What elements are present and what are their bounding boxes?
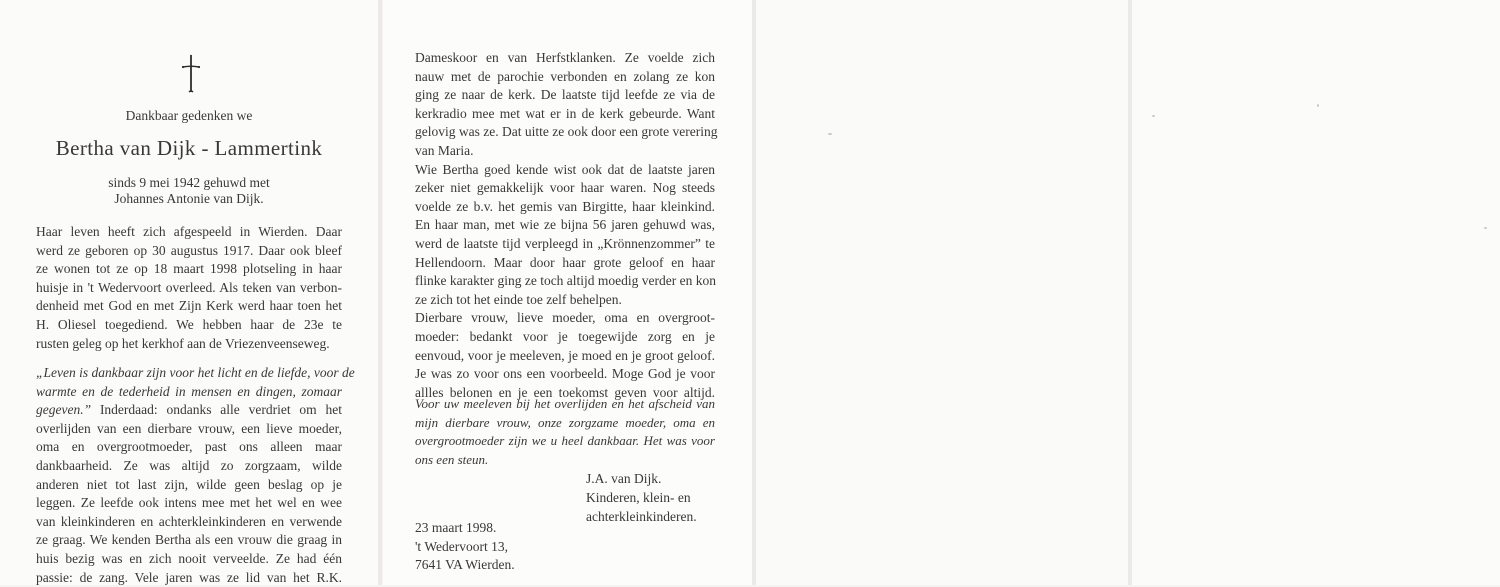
paper-speck [1152,115,1155,117]
thanks-line: Voor uw meeleven bij het overlijden en het afscheid van [415,396,715,411]
text-line: ze zich tot het einde toe zelf behelpen. [415,291,622,307]
text-line: van kleinkinderen en achterkleinkinderen en verwende [36,513,342,529]
text-line: Dierbare vrouw, lieve moeder, oma en overgroot- [415,310,715,326]
quote-end: gegeven.” [36,402,92,418]
text-line: overlijden van een dierbare vrouw, een lieve moeder, [36,420,342,436]
text-line: voelde ze b.v. het gemis van Birgitte, haar kleinkind. [415,198,715,214]
text-line: van Maria. [415,142,474,158]
thanks-line: overgrootmoeder zijn we u heel dankbaar. Het was voor [415,433,715,449]
text-line: ging ze naar de kerk. De laatste tijd leefde ze via de [415,87,715,103]
text-after-quote: Inderdaad: ondanks alle verdriet om het [91,402,342,418]
text-line: gelovig was ze. Dat uitte ze ook door een grote verering [415,124,718,140]
continued-paragraph [415,49,718,402]
text-line: rusten geleg op het kerkhof aan de Vriezenveenseweg. [36,335,330,351]
signer-line: Kinderen, klein- en [586,490,691,505]
thanks-line: mijn dierbare vrouw, onze zorgzame moeder, oma en [415,414,715,430]
address-line: 't Wedervoort 13, [415,538,508,554]
cross-icon [181,54,201,94]
quote-line: „Leven is dankbaar zijn voor het licht en de liefde, voor de [36,365,355,380]
text-line: leggen. Ze leefde ook intens mee met het wel en wee [36,495,342,511]
text-line: huis bezig was en zich nooit verveelde. Ze had één [36,550,342,566]
address-line: 7641 VA Wierden. [415,557,515,573]
text-line: eenvoud, voor je meeleven, je moed en je groot geloof. [415,347,715,363]
text-line: dankbaarheid. Ze was altijd zo zorgzaam, wilde [36,457,342,473]
fold-line [378,0,382,585]
text-line: moeder: bedankt voor je toegewijde zorg en je [415,328,715,344]
text-line [36,401,342,420]
text-line: Dameskoor en van Herfstklanken. Ze voelde zich [415,50,715,65]
text-line: passie: de zang. Vele jaren was ze lid van het R.K. [36,569,342,585]
date-address-block [415,519,515,575]
paper-speck [828,133,832,135]
married-line-2: Johannes Antonie van Dijk. [114,191,264,206]
text-line: nauw met de parochie verbonden en zolang ze kon [415,68,715,84]
signers-block [586,469,697,526]
paper-speck [1317,104,1319,107]
date-line: 23 maart 1998. [415,520,497,535]
card-panel-blank [1132,0,1500,585]
text-line: werd de laatste tijd verpleegd in „Krönnenzommer” te [415,235,715,251]
text-line: anderen niet tot last zijn, wilde geen beslag op je [36,476,342,492]
text-line: Haar leven heeft zich afgespeeld in Wierden. Daar [36,224,342,239]
card-panel-blank [756,0,1128,585]
married-line-1: sinds 9 mei 1942 gehuwd met [108,175,270,190]
text-line: werd ze geboren op 30 augustus 1917. Daar ook bleef [36,242,342,258]
quote-paragraph [36,364,355,587]
text-line: oma en overgrootmoeder, past ons alleen maar [36,439,342,455]
biography-paragraph [36,223,342,353]
text-line: Je was zo voor ons een voorbeeld. Moge God je voor [415,366,715,382]
text-line: ze graag. We kenden Bertha als een vrouw die graag in [36,532,342,548]
text-line: denheid met God en met Zijn Kerk werd haar toen het [36,298,342,314]
text-line: ze wonen tot ze op 18 maart 1998 plotseling in haar [36,261,342,277]
text-line: H. Oliesel toegediend. We hebben haar de 23e te [36,316,342,332]
text-line: kerkradio mee met wat er in de kerk gebeurde. Want [415,105,715,121]
signer-line: J.A. van Dijk. [586,471,662,486]
text-line: Hellendoorn. Maar door haar grote geloof en haar [415,254,715,270]
text-line: huisje in 't Wedervoort overleed. Als teken van verbon- [36,279,342,295]
text-line: flinke karakter ging ze toch altijd moedig verder en kon [415,273,717,289]
text-line: zeker niet gemakkelijk voor haar waren. Nog steeds [415,180,715,196]
quote-line: warmte en de tederheid in mensen en dingen, zomaar [36,383,342,399]
deceased-name: Bertha van Dijk - Lammertink [55,136,323,160]
intro-text: Dankbaar gedenken we [125,108,253,123]
text-line: En haar man, met wie ze bijna 56 jaren gehuwd was, [415,217,715,233]
thanks-paragraph [415,395,715,469]
paper-speck [1484,227,1487,229]
text-line: Wie Bertha goed kende wist ook dat de laatste jaren [415,161,715,177]
signer-line: achterkleinkinderen. [586,509,697,524]
text-line: allles belonen en je een toekomst geven voor altijd. [415,384,715,400]
thanks-line: ons een steun. [415,451,489,467]
